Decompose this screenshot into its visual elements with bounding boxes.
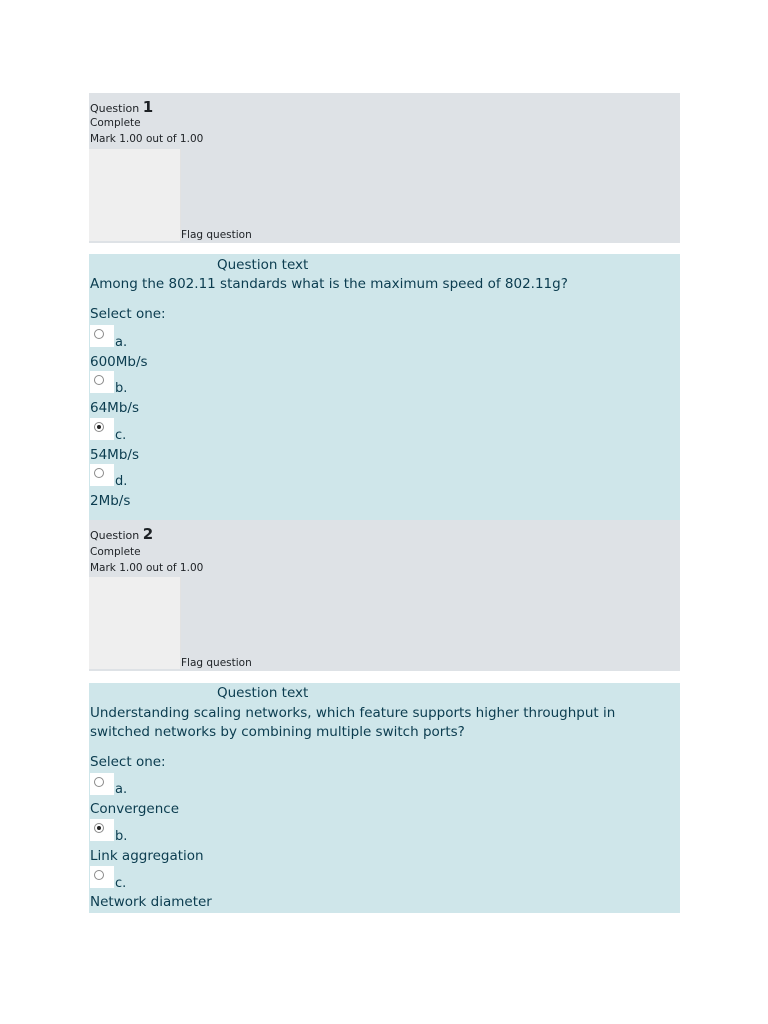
option-letter: d. [115, 474, 128, 489]
radio-checked-icon[interactable] [94, 422, 104, 432]
question-1-info [89, 93, 680, 243]
option-c-radio-box[interactable] [90, 866, 114, 888]
question-label: Question [90, 102, 140, 115]
question-text-label: Question text [217, 685, 309, 701]
option-text[interactable]: Convergence [90, 801, 180, 817]
option-letter: a. [115, 335, 128, 350]
flag-question-link[interactable]: Flag question [181, 229, 252, 241]
radio-unchecked-icon[interactable] [94, 870, 104, 880]
radio-unchecked-icon[interactable] [94, 375, 104, 385]
question-grade: Mark 1.00 out of 1.00 [90, 562, 204, 574]
flag-question-image[interactable] [89, 149, 181, 241]
question-text: Among the 802.11 standards what is the maximum speed of 802.11g? [90, 276, 568, 292]
question-number: 2 [142, 525, 154, 543]
select-one-prompt: Select one: [90, 754, 166, 770]
question-text: Understanding scaling networks, which feature supports higher throughput in switched networks by combining multiple switch ports? [90, 705, 616, 740]
option-letter: c. [115, 876, 127, 891]
question-state: Complete [90, 117, 141, 129]
question-1-heading [90, 98, 153, 116]
option-c-radio-box[interactable] [90, 418, 114, 440]
question-state: Complete [90, 546, 141, 558]
option-a-radio-box[interactable] [90, 325, 114, 347]
select-one-prompt: Select one: [90, 306, 166, 322]
flag-question-link[interactable]: Flag question [181, 657, 252, 669]
radio-unchecked-icon[interactable] [94, 329, 104, 339]
question-2-heading [90, 525, 153, 543]
radio-unchecked-icon[interactable] [94, 468, 104, 478]
option-letter: a. [115, 782, 128, 797]
flag-question-image[interactable] [89, 577, 181, 669]
option-d-radio-box[interactable] [90, 464, 114, 486]
option-b-radio-box[interactable] [90, 819, 114, 841]
question-label: Question [90, 529, 140, 542]
option-b-radio-box[interactable] [90, 371, 114, 393]
radio-checked-icon[interactable] [94, 823, 104, 833]
question-number: 1 [142, 98, 154, 116]
option-text[interactable]: 600Mb/s [90, 354, 148, 370]
radio-unchecked-icon[interactable] [94, 777, 104, 787]
option-letter: b. [115, 381, 128, 396]
option-text[interactable]: 54Mb/s [90, 447, 139, 463]
option-letter: b. [115, 829, 128, 844]
option-text[interactable]: Link aggregation [90, 848, 204, 864]
question-1-content [89, 254, 680, 520]
question-2-content [89, 683, 680, 913]
option-text[interactable]: 2Mb/s [90, 493, 131, 509]
option-text[interactable]: Network diameter [90, 894, 212, 910]
option-a-radio-box[interactable] [90, 773, 114, 795]
question-grade: Mark 1.00 out of 1.00 [90, 133, 204, 145]
option-text[interactable]: 64Mb/s [90, 400, 139, 416]
question-text-label: Question text [217, 257, 309, 273]
question-2-info [89, 520, 680, 671]
option-letter: c. [115, 428, 127, 443]
